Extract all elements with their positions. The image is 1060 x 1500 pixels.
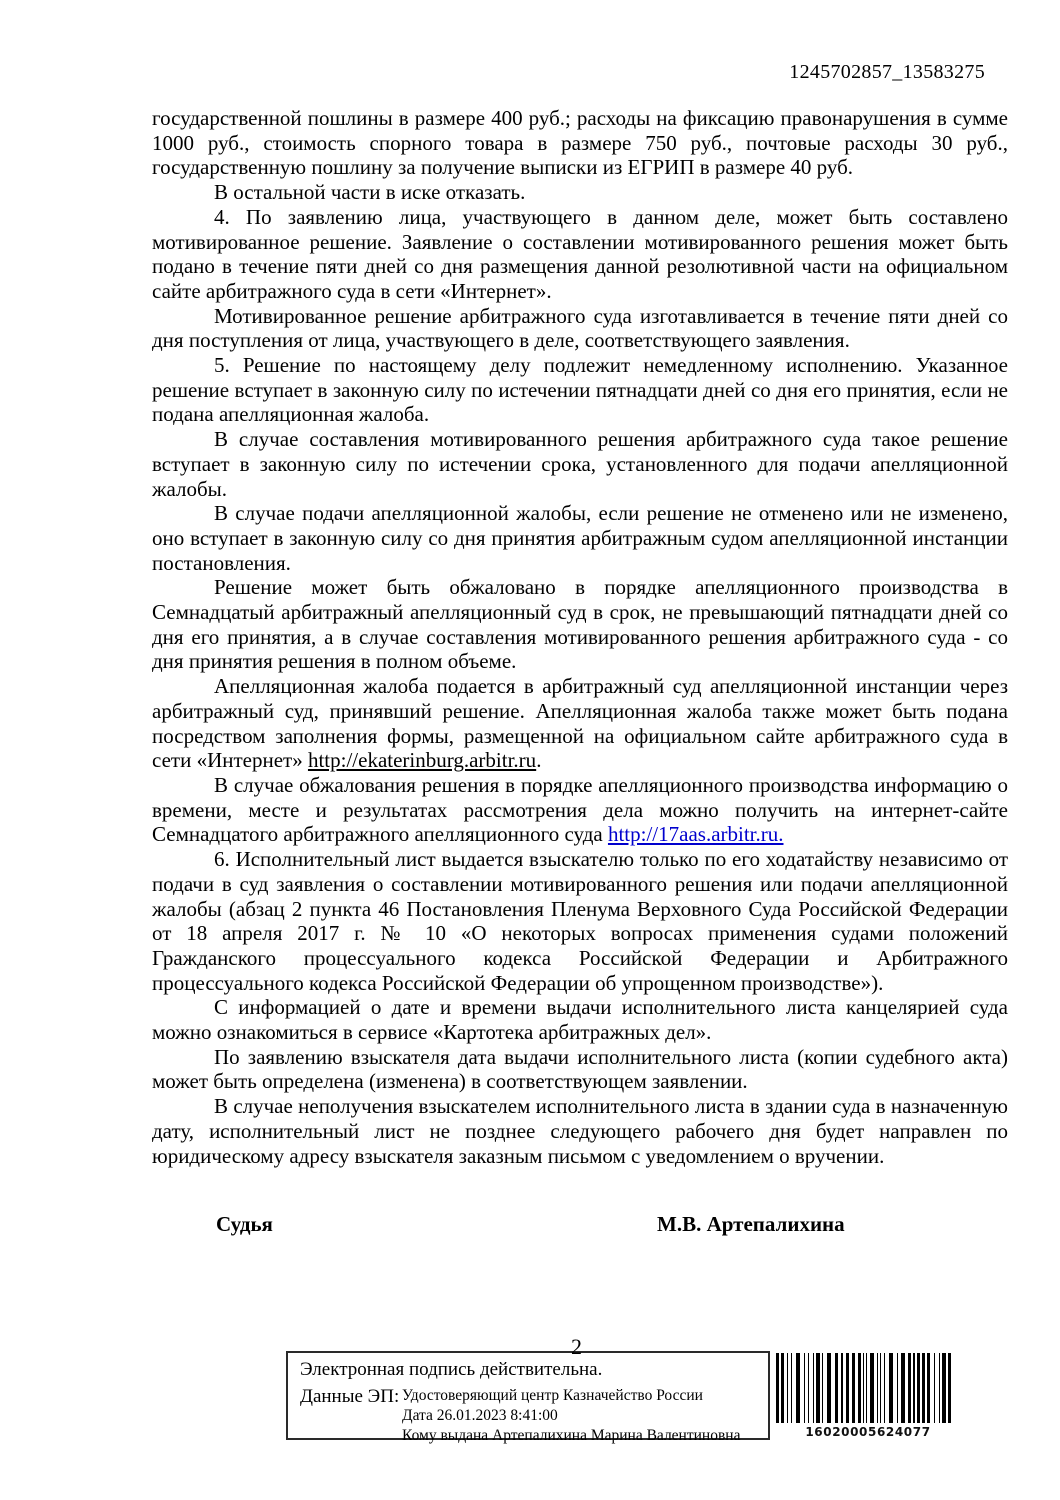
stamp-authority-line: Удостоверяющий центр Казначейство России xyxy=(402,1387,703,1404)
paragraph-text: В случае составления мотивированного решения арбитражного суда такое решение вступает в законную силу по истечении срока, установленного для подачи апелляционной жалобы. xyxy=(152,427,1008,501)
paragraph xyxy=(152,995,1008,1044)
paragraph-text: государственной пошлины в размере 400 руб.; расходы на фиксацию правонарушения в сумме 1000 руб., стоимость спорного товара в размере 750 руб., почтовые расходы 30 руб., государственную пошлину за получение выписки из ЕГРИП в размере 40 руб. xyxy=(152,106,1008,180)
17aas-arbitr-link[interactable]: http://17aas.arbitr.ru. xyxy=(607,822,784,847)
paragraph-text: Решение может быть обжаловано в порядке апелляционного производства в Семнадцатый арбитражный апелляционный суд в срок, не превышающий пятнадцати дней со дня его принятия, а в случае составления мотивированного решения арбитражного суда - со дня принятия решения в полном объеме. xyxy=(152,575,1008,674)
document-reference-number: 1245702857_13583275 xyxy=(789,61,985,83)
judge-name: М.В. Артепалихина xyxy=(657,1212,845,1236)
stamp-details-grid xyxy=(300,1386,768,1446)
paragraph-text: В случае неполучения взыскателем исполнительного листа в здании суда в назначенную дату, исполнительный лист не позднее следующего рабочего дня будет направлен по юридическому адресу взыскателя заказным письмом с уведомлением о вручении. xyxy=(152,1094,1008,1168)
paragraph-text: . xyxy=(536,748,542,773)
stamp-data-label: Данные ЭП: xyxy=(300,1386,400,1407)
paragraph xyxy=(152,773,1008,847)
paragraph-text: С информацией о дате и времени выдачи исполнительного листа канцелярией суда можно ознакомиться в сервисе «Картотека арбитражных дел». xyxy=(152,995,1008,1045)
paragraph-text: В случае подачи апелляционной жалобы, если решение не отменено или не изменено, оно вступает в законную силу со дня принятия арбитражным судом апелляционной инстанции постановления. xyxy=(152,501,1008,575)
paragraph xyxy=(152,106,1008,180)
paragraph xyxy=(152,205,1008,304)
barcode-number: 16020005624077 xyxy=(805,1425,931,1439)
paragraph xyxy=(152,353,1008,427)
paragraph xyxy=(152,1094,1008,1168)
paragraph-text: 4. По заявлению лица, участвующего в данном деле, может быть составлено мотивированное решение. Заявление о составлении мотивированного решения может быть подано в течение пяти дней со дня размещения данной резолютивной части на официальном сайте арбитражного суда в сети «Интернет». xyxy=(152,204,1008,303)
judge-role-label: Судья xyxy=(216,1212,273,1236)
paragraph xyxy=(152,427,1008,501)
paragraph xyxy=(152,575,1008,674)
barcode-bars xyxy=(776,1353,960,1423)
paragraph-text: Мотивированное решение арбитражного суда изготавливается в течение пяти дней со дня поступления от лица, участвующего в деле, соответствующего заявления. xyxy=(152,303,1008,353)
page-number: 2 xyxy=(571,1334,582,1359)
paragraph xyxy=(152,501,1008,575)
paragraph xyxy=(152,847,1008,995)
paragraph-text: 5. Решение по настоящему делу подлежит немедленному исполнению. Указанное решение вступает в законную силу по истечении пятнадцати дней со дня его принятия, если не подана апелляционная жалоба. xyxy=(152,353,1008,427)
paragraph-text: В случае обжалования решения в порядке апелляционного производства информацию о времени, месте и результатах рассмотрения дела можно получить на интернет-сайте Семнадцатого арбитражного апелляционного суда xyxy=(152,772,1008,847)
paragraph-text: 6. Исполнительный лист выдается взыскателю только по его ходатайству независимо от подачи в суд заявления о составлении мотивированного решения или подачи апелляционной жалобы (абзац 2 пункта 46 Постановления Пленума Верховного Суда Российской Федерации от 18 апреля 2017 г. № 10 «О некоторых вопросах применения судами положений Гражданского процессуального кодекса Российской Федерации и Арбитражного процессуального кодекса Российской Федерации об упрощенном производстве»). xyxy=(152,847,1008,995)
paragraph xyxy=(152,1045,1008,1094)
paragraph-text: В остальной части в иске отказать. xyxy=(214,180,526,205)
electronic-signature-stamp xyxy=(286,1351,770,1444)
stamp-details xyxy=(402,1386,740,1446)
signature-row xyxy=(0,1212,1060,1242)
stamp-validity-line: Электронная подпись действительна. xyxy=(300,1359,603,1380)
paragraph xyxy=(152,304,1008,353)
barcode xyxy=(776,1353,960,1439)
ekaterinburg-arbitr-link[interactable]: http://ekaterinburg.arbitr.ru xyxy=(307,748,537,773)
stamp-date-line: Дата 26.01.2023 8:41:00 xyxy=(402,1407,558,1424)
paragraph-text: По заявлению взыскателя дата выдачи исполнительного листа (копии судебного акта) может быть определена (изменена) в соответствующем заявлении. xyxy=(152,1044,1008,1094)
paragraph-text: Апелляционная жалоба подается в арбитражный суд апелляционной инстанции через арбитражный суд, принявший решение. Апелляционная жалоба также может быть подана посредством заполнения формы, размещенной на официальном сайте арбитражного суда в сети «Интернет» xyxy=(152,674,1008,773)
document-body xyxy=(152,106,1008,1168)
stamp-issued-to-line: Кому выдана Артепалихина Марина Валентиновна xyxy=(402,1427,741,1444)
paragraph xyxy=(152,674,1008,773)
paragraph xyxy=(152,180,1008,205)
